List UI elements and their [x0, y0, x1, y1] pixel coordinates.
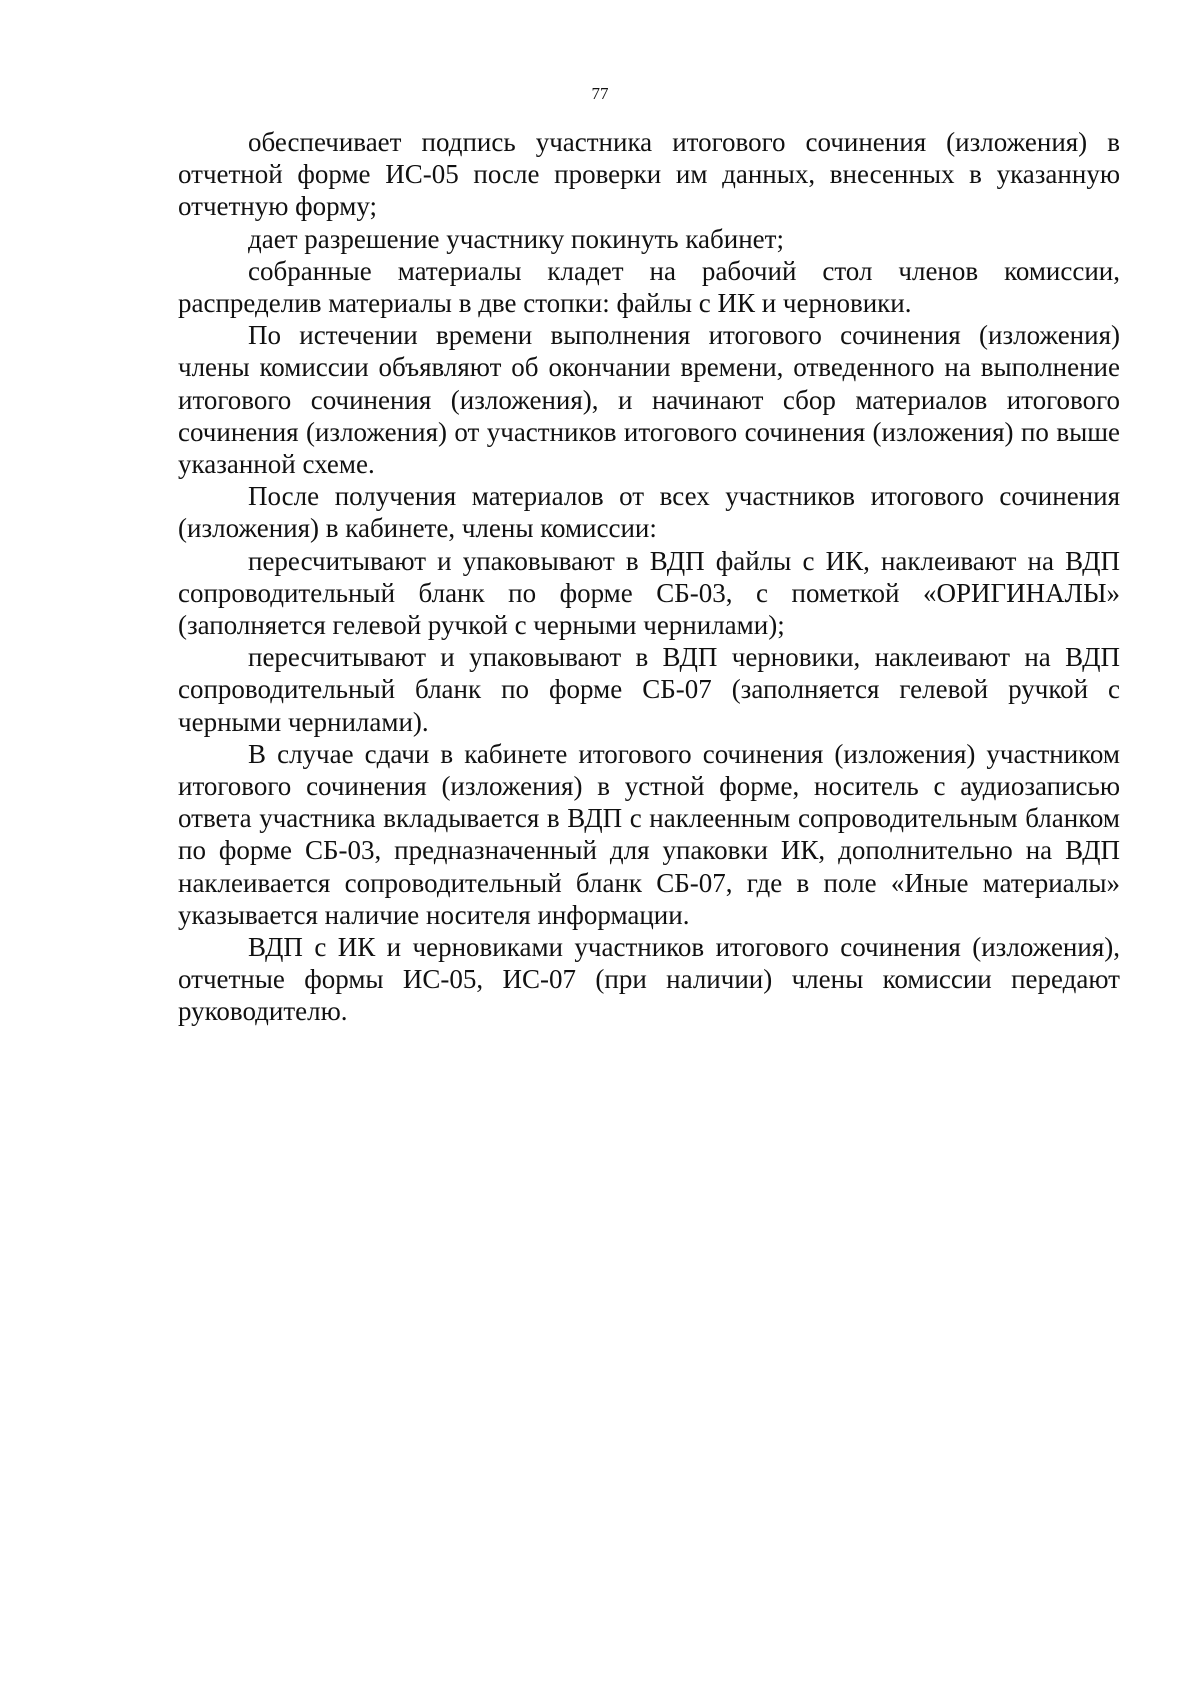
- paragraph: дает разрешение участнику покинуть кабинет;: [248, 223, 784, 254]
- paragraph: В случае сдачи в кабинете итогового сочинения (изложения) участником итогового сочинения (изложения) в устной форме, носитель с аудиозаписью ответа участника вкладывается в ВДП с наклеенным сопроводительным бланком по форме СБ-03, предназначенный для упаковки ИК, дополнительно на ВДП наклеивается сопроводительный бланк СБ-07, где в поле «Иные материалы» указывается наличие носителя информации.: [178, 738, 1120, 930]
- paragraph: По истечении времени выполнения итогового сочинения (изложения) члены комиссии объявляют об окончании времени, отведенного на выполнение итогового сочинения (изложения), и начинают сбор материалов итогового сочинения (изложения) от участников итогового сочинения (изложения) по выше указанной схеме.: [178, 320, 1120, 480]
- paragraph: После получения материалов от всех участников итогового сочинения (изложения) в кабинете, члены комиссии:: [178, 481, 1120, 544]
- paragraph: ВДП с ИК и черновиками участников итогового сочинения (изложения), отчетные формы ИС-05, ИС-07 (при наличии) члены комиссии передают руководителю.: [178, 932, 1120, 1027]
- page-number: 77: [591, 84, 609, 103]
- paragraph: пересчитывают и упаковывают в ВДП черновики, наклеивают на ВДП сопроводительный бланк по форме СБ-07 (заполняется гелевой ручкой с черными чернилами).: [178, 642, 1120, 737]
- paragraph: собранные материалы кладет на рабочий стол членов комиссии, распределив материалы в две стопки: файлы с ИК и черновики.: [178, 255, 1120, 319]
- paragraph: пересчитывают и упаковывают в ВДП файлы с ИК, наклеивают на ВДП сопроводительный бланк по форме СБ-03, с пометкой «ОРИГИНАЛЫ» (заполняется гелевой ручкой с черными чернилами);: [178, 545, 1120, 641]
- paragraph: обеспечивает подпись участника итогового сочинения (изложения) в отчетной форме ИС-05 после проверки им данных, внесенных в указанную отчетную форму;: [178, 127, 1120, 222]
- document-body: [178, 126, 1120, 1028]
